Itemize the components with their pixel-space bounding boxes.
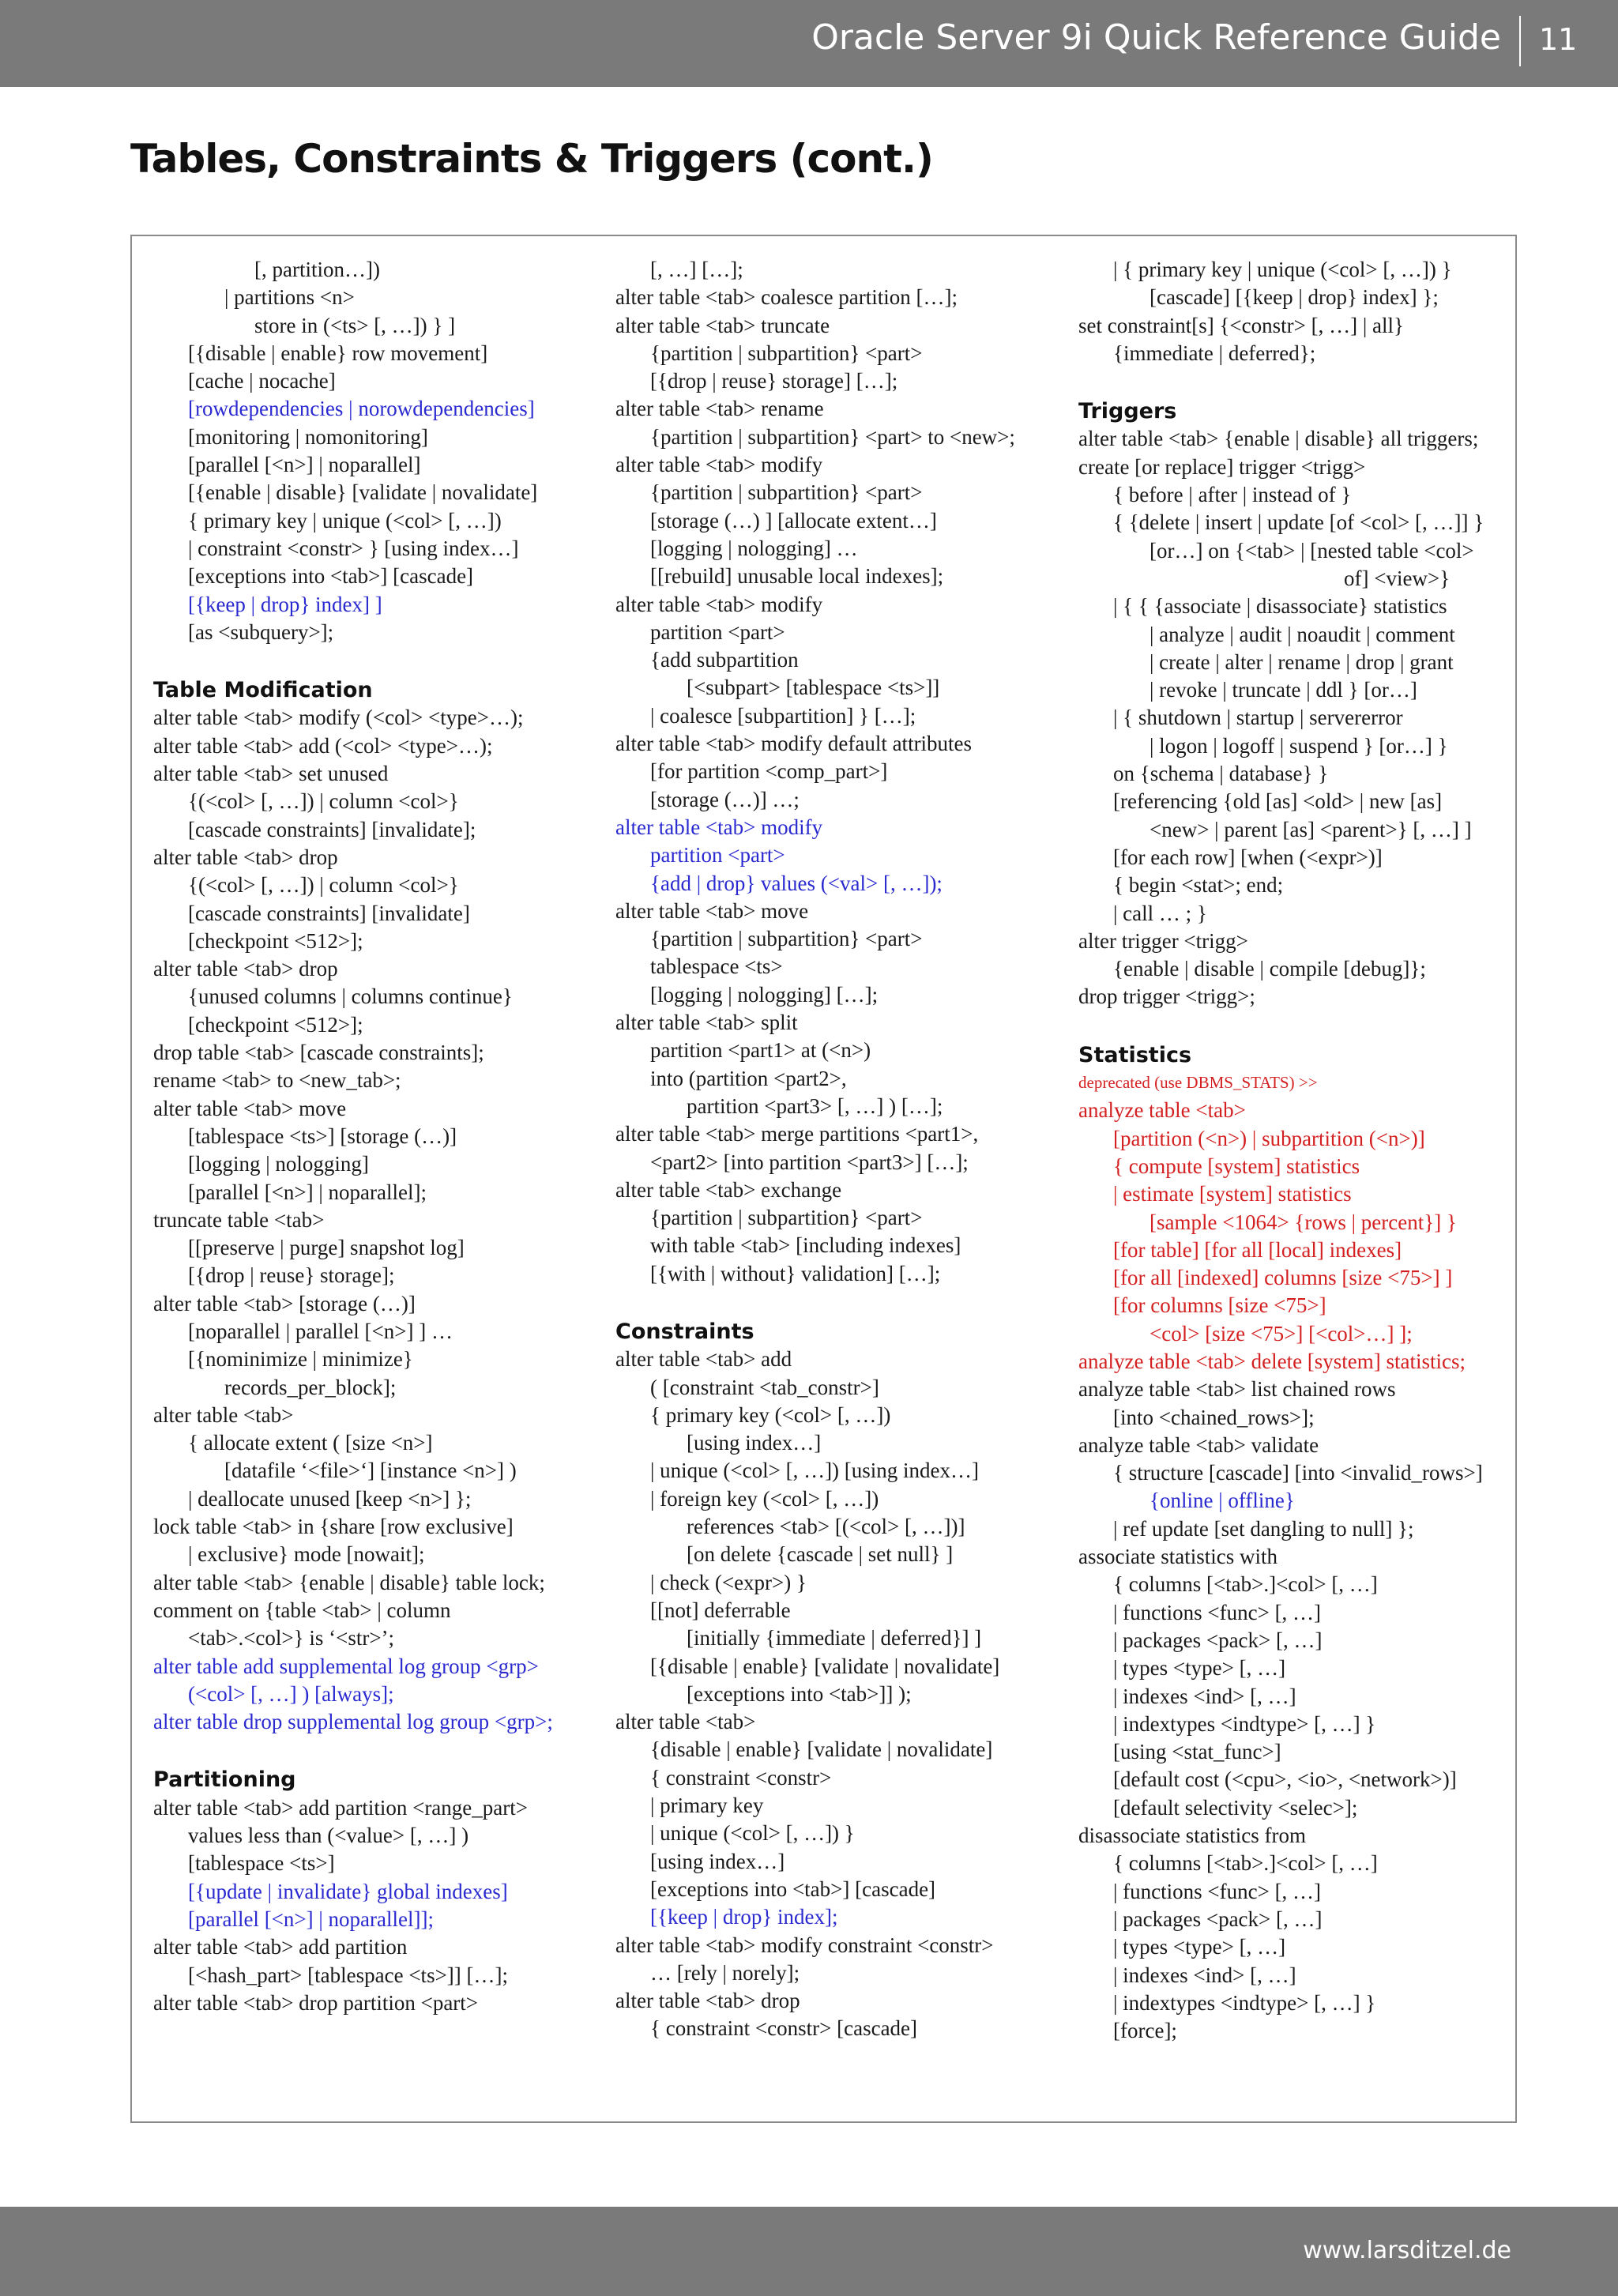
syntax-line: alter table <tab> move [153,1096,347,1120]
syntax-line: {partition | subpartition} <part> [650,341,923,365]
syntax-line: alter table <tab> modify (<col> <type>…); [153,706,524,730]
syntax-line: alter table <tab> truncate [615,313,830,337]
syntax-line: records_per_block]; [224,1375,397,1399]
syntax-line: <new> | parent [as] <parent>} [, …] ] [1150,817,1472,841]
syntax-line: | logon | logoff | suspend } [or…] } [1150,733,1448,758]
syntax-line: partition <part1> at (<n>) [650,1038,871,1063]
syntax-line: {add | drop} values (<val> [, …]); [650,871,943,895]
syntax-line: alter table <tab> modify [615,815,823,839]
syntax-line: [{update | invalidate} global indexes] [188,1879,508,1903]
syntax-line: [<hash_part> [tablespace <ts>]] […]; [188,1963,509,1987]
guide-title: Oracle Server 9i Quick Reference Guide [811,17,1501,58]
syntax-line: [{with | without} validation] […]; [650,1261,941,1285]
syntax-line: [logging | nologging] [188,1152,369,1176]
syntax-line: [[not] deferrable [650,1598,791,1622]
syntax-line: ( [constraint <tab_constr>] [650,1375,879,1399]
syntax-line: | functions <func> [, …] [1113,1600,1322,1624]
syntax-line: | packages <pack> [, …] [1113,1628,1323,1652]
syntax-line: analyze table <tab> validate [1078,1432,1319,1457]
section-heading: Statistics [1078,1042,1192,1067]
syntax-line: | unique (<col> [, …]) } [650,1821,855,1846]
syntax-line: alter table <tab> [storage (…)] [153,1291,416,1315]
syntax-line: [cascade constraints] [invalidate]; [188,817,476,841]
syntax-line: | call … ; } [1113,901,1207,925]
syntax-line: [checkpoint <512>]; [188,928,363,953]
syntax-line: alter table <tab> drop [153,957,338,981]
syntax-line: {partition | subpartition} <part> [650,927,923,951]
syntax-line: alter table <tab> {enable | disable} all triggers; [1078,427,1479,451]
syntax-line: [, …] […]; [650,258,743,281]
column-2 [615,256,1058,2043]
syntax-line: { begin <stat>; end; [1113,873,1284,898]
syntax-line: alter table drop supplemental log group <grp>; [153,1710,553,1734]
syntax-line: { constraint <constr> [cascade] [650,2016,918,2041]
syntax-line: [exceptions into <tab>]] ); [687,1681,912,1706]
syntax-line: [for all [indexed] columns [size <75>] ] [1113,1266,1453,1290]
syntax-line: | { primary key | unique (<col> [, …]) } [1113,258,1452,281]
syntax-line: associate statistics with [1078,1545,1277,1569]
syntax-line: store in (<ts> [, …]) } ] [254,313,456,337]
syntax-line: [partition (<n>) | subpartition (<n>)] [1113,1126,1425,1150]
syntax-line: [, partition…]) [254,258,380,281]
syntax-line: [[rebuild] unusable local indexes]; [650,564,944,589]
syntax-line: alter table <tab> add partition [153,1935,408,1959]
syntax-line: | indexes <ind> [, …] [1113,1963,1296,1987]
syntax-line: | functions <func> [, …] [1113,1879,1322,1903]
syntax-line: {immediate | deferred}; [1113,341,1316,365]
syntax-line: alter table <tab> {enable | disable} table lock; [153,1570,545,1594]
syntax-line: [on delete {cascade | set null} ] [687,1542,954,1567]
syntax-line: [[preserve | purge] snapshot log] [188,1236,465,1260]
syntax-line: [datafile ‘<file>‘] [instance <n>] ) [224,1459,517,1483]
syntax-line: (<col> [, …] ) [always]; [188,1681,394,1706]
syntax-line: [noparallel | parallel [<n>] ] … [188,1319,453,1343]
syntax-line: [parallel [<n>] | noparallel]; [188,1180,427,1204]
page-title: Tables, Constraints & Triggers (cont.) [130,136,933,182]
syntax-line: | types <type> [, …] [1113,1656,1286,1681]
syntax-line: alter table <tab> modify default attributes [615,732,973,756]
syntax-line: [cascade constraints] [invalidate] [188,901,470,925]
syntax-line: | { { {associate | disassociate} statistics [1113,594,1447,619]
syntax-line: | check (<expr>) } [650,1570,807,1594]
syntax-line: | packages <pack> [, …] [1113,1906,1323,1931]
syntax-line: [rowdependencies | norowdependencies] [188,397,535,421]
syntax-line: | primary key [650,1794,764,1818]
syntax-line: alter table add supplemental log group <grp> [153,1654,539,1678]
syntax-line: partition <part3> [, …] ) […]; [687,1093,943,1118]
syntax-line: <col> [size <75>] [<col>…] ]; [1150,1321,1413,1346]
syntax-line: [{nominimize | minimize} [188,1347,413,1372]
syntax-line: [{disable | enable} [validate | novalidate] [650,1654,1000,1678]
syntax-line: [tablespace <ts>] [188,1851,335,1876]
syntax-line: on {schema | database} } [1113,762,1329,786]
syntax-line: { columns [<tab>.]<col> [, …] [1113,1851,1378,1876]
column-1 [153,256,588,2017]
syntax-line: { primary key | unique (<col> [, …]) [188,508,502,533]
syntax-line: | foreign key (<col> [, …]) [650,1486,879,1511]
content-box [130,235,1517,2123]
syntax-line: comment on {table <tab> | column [153,1598,451,1622]
syntax-line: | create | alter | rename | drop | grant [1150,649,1454,674]
syntax-line: alter table <tab> add partition <range_part> [153,1795,528,1820]
syntax-line: tablespace <ts> [650,954,783,979]
syntax-line: [parallel [<n>] | noparallel] [188,453,421,477]
syntax-line: {partition | subpartition} <part> [650,480,923,505]
syntax-line: analyze table <tab> delete [system] statistics; [1078,1349,1466,1373]
syntax-line: | partitions <n> [224,285,355,310]
syntax-line: [initially {immediate | deferred}] ] [687,1626,982,1650]
syntax-line: {unused columns | columns continue} [188,984,513,1009]
syntax-line: | revoke | truncate | ddl } [or…] [1150,678,1417,702]
page-number: 11 [1539,22,1578,57]
syntax-line: [{drop | reuse} storage] […]; [650,369,898,393]
syntax-line: { columns [<tab>.]<col> [, …] [1113,1572,1378,1597]
syntax-line: alter trigger <trigg> [1078,928,1248,953]
section-heading: Constraints [615,1319,754,1344]
syntax-line: [using index…] [650,1849,785,1873]
syntax-line: | deallocate unused [keep <n>] }; [188,1486,472,1511]
syntax-line: drop trigger <trigg>; [1078,984,1255,1009]
syntax-line: [as <subquery>]; [188,619,334,644]
syntax-line: {partition | subpartition} <part> to <new>; [650,424,1015,449]
syntax-line: { before | after | instead of } [1113,483,1352,507]
syntax-line: set constraint[s] {<constr> [, …] | all} [1078,313,1404,337]
syntax-line: alter table <tab> modify [615,453,823,477]
section-heading: Table Modification [153,678,373,703]
syntax-line: <part2> [into partition <part3>] […]; [650,1150,969,1174]
syntax-line: [using index…] [687,1431,822,1455]
syntax-line: {(<col> [, …]) | column <col>} [188,873,459,898]
syntax-line: alter table <tab> add [615,1347,792,1372]
syntax-line: analyze table <tab> [1078,1098,1246,1123]
syntax-line: alter table <tab> rename [615,397,824,421]
syntax-line: drop table <tab> [cascade constraints]; [153,1041,484,1065]
syntax-line: [{disable | enable} row movement] [188,341,488,365]
syntax-line: alter table <tab> exchange [615,1177,842,1202]
column-3 [1078,256,1509,2045]
syntax-line: [into <chained_rows>]; [1113,1405,1315,1429]
syntax-line: <tab>.<col>} is ‘<str>’; [188,1626,395,1650]
syntax-line: {(<col> [, …]) | column <col>} [188,789,459,814]
syntax-line: { structure [cascade] [into <invalid_rows>] [1113,1461,1483,1485]
section-heading: Partitioning [153,1767,296,1793]
syntax-line: alter table <tab> drop partition <part> [153,1990,479,2015]
syntax-line: references <tab> [(<col> [, …])] [687,1515,965,1539]
syntax-line: [for table] [for all [local] indexes] [1113,1237,1402,1262]
syntax-line: [checkpoint <512>]; [188,1012,363,1037]
syntax-line: | ref update [set dangling to null] }; [1113,1516,1414,1541]
syntax-line: | indexes <ind> [, …] [1113,1684,1296,1708]
syntax-line: [default cost (<cpu>, <io>, <network>)] [1113,1767,1457,1792]
syntax-line: alter table <tab> [615,1710,756,1734]
syntax-line: partition <part> [650,619,785,644]
syntax-line: [exceptions into <tab>] [cascade] [188,564,474,589]
header-divider [1519,16,1521,66]
syntax-line: [default selectivity <selec>]; [1113,1795,1358,1820]
syntax-line: alter table <tab> set unused [153,762,389,786]
syntax-line: [{keep | drop} index]; [650,1905,838,1929]
syntax-line: | constraint <constr> } [using index…] [188,536,519,560]
syntax-line: alter table <tab> split [615,1011,798,1035]
syntax-line: values less than (<value> [, …] ) [188,1824,469,1848]
syntax-line: | estimate [system] statistics [1113,1182,1352,1206]
syntax-line: [storage (…)] …; [650,787,800,811]
syntax-line: of] <view>} [1344,566,1451,590]
footer-url: www.larsditzel.de [1303,2237,1511,2264]
syntax-line: [logging | nologging] […]; [650,982,879,1007]
syntax-line: [storage (…) ] [allocate extent…] [650,508,937,533]
syntax-line: {disable | enable} [validate | novalidate] [650,1737,993,1762]
syntax-line: deprecated (use DBMS_STATS) >> [1078,1073,1318,1093]
syntax-line: alter table <tab> drop [153,845,338,869]
syntax-line: {partition | subpartition} <part> [650,1206,923,1230]
syntax-line: {enable | disable | compile [debug]}; [1113,957,1426,981]
syntax-line: | indextypes <indtype> [, …] } [1113,1990,1376,2015]
syntax-line: [exceptions into <tab>] [cascade] [650,1876,936,1901]
syntax-line: { {delete | insert | update [of <col> [, …]] } [1113,510,1484,535]
syntax-line: alter table <tab> modify constraint <constr> [615,1933,994,1957]
syntax-line: [parallel [<n>] | noparallel]]; [188,1906,434,1931]
syntax-line: [logging | nologging] … [650,536,858,560]
syntax-line: | types <type> [, …] [1113,1935,1286,1959]
syntax-line: | indextypes <indtype> [, …] } [1113,1711,1376,1736]
syntax-line: [or…] on {<tab> | [nested table <col> [1150,538,1474,563]
syntax-line: | exclusive} mode [nowait]; [188,1542,425,1567]
syntax-line: | analyze | audit | noaudit | comment [1150,622,1455,646]
syntax-line: alter table <tab> add (<col> <type>…); [153,733,493,758]
syntax-line: | coalesce [subpartition] } […]; [650,703,916,728]
syntax-line: [referencing {old [as] <old> | new [as] [1113,789,1443,814]
syntax-line: {add subpartition [650,648,799,672]
syntax-line: truncate table <tab> [153,1207,325,1232]
syntax-line: … [rely | norely]; [650,1960,800,1985]
syntax-line: alter table <tab> drop [615,1989,800,2013]
section-heading: Triggers [1078,399,1177,424]
header-bar [0,0,1618,87]
syntax-line: [for partition <comp_part>] [650,759,888,784]
syntax-line: { constraint <constr> [650,1765,832,1790]
syntax-line: [for columns [size <75>] [1113,1293,1326,1318]
syntax-line: with table <tab> [including indexes] [650,1233,961,1258]
syntax-line: partition <part> [650,843,785,868]
syntax-line: {online | offline} [1150,1489,1295,1513]
syntax-line: { allocate extent ( [size <n>] [188,1431,433,1455]
syntax-line: [{enable | disable} [validate | novalidate] [188,480,538,505]
syntax-line: [tablespace <ts>] [storage (…)] [188,1124,457,1148]
syntax-line: { compute [system] statistics [1113,1154,1360,1178]
syntax-line: [<subpart> [tablespace <ts>]] [687,676,940,700]
syntax-line: analyze table <tab> list chained rows [1078,1377,1396,1402]
syntax-line: [force]; [1113,2019,1177,2043]
syntax-line: alter table <tab> coalesce partition […]; [615,285,958,310]
syntax-line: [cascade] [{keep | drop} index] }; [1150,285,1439,310]
syntax-line: lock table <tab> in {share [row exclusive] [153,1515,514,1539]
syntax-line: [{drop | reuse} storage]; [188,1263,395,1288]
syntax-line: | { shutdown | startup | servererror [1113,706,1403,730]
syntax-line: [for each row] [when (<expr>)] [1113,845,1383,869]
syntax-line: alter table <tab> merge partitions <part1>, [615,1122,979,1146]
syntax-line: alter table <tab> modify [615,592,823,616]
syntax-line: [using <stat_func>] [1113,1740,1281,1764]
footer-bar [0,2207,1618,2296]
syntax-line: rename <tab> to <new_tab>; [153,1068,401,1093]
syntax-line: create [or replace] trigger <trigg> [1078,454,1366,479]
syntax-line: [monitoring | nomonitoring] [188,424,428,449]
syntax-line: alter table <tab> [153,1402,294,1427]
syntax-line: [{keep | drop} index] ] [188,592,382,616]
syntax-line: disassociate statistics from [1078,1824,1306,1848]
syntax-line: [sample <1064> {rows | percent}] } [1150,1210,1457,1234]
syntax-line: | unique (<col> [, …]) [using index…] [650,1459,980,1483]
syntax-line: into (partition <part2>, [650,1066,847,1090]
syntax-line: alter table <tab> move [615,898,809,923]
syntax-line: [cache | nocache] [188,369,336,393]
syntax-line: { primary key (<col> [, …]) [650,1402,891,1427]
